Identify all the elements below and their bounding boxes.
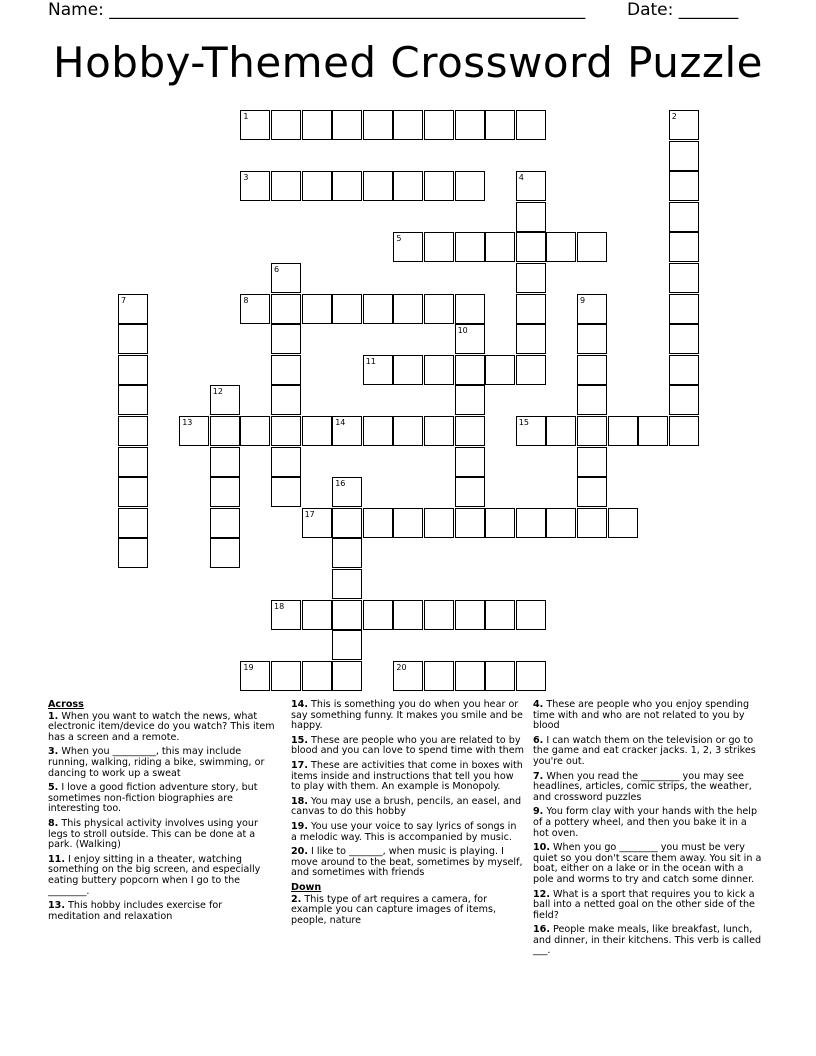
clue-number: 11	[365, 356, 376, 366]
crossword-cell[interactable]	[455, 110, 485, 140]
crossword-cell[interactable]	[332, 569, 362, 599]
across-clue	[48, 747, 276, 779]
crossword-cell[interactable]	[332, 661, 362, 691]
down-clue	[533, 807, 765, 839]
clue-number: 10	[457, 326, 468, 336]
crossword-cell[interactable]	[302, 110, 332, 140]
down-clue	[533, 772, 765, 804]
crossword-cell[interactable]	[271, 385, 301, 415]
crossword-cell[interactable]	[455, 232, 485, 262]
clue-number: 5	[396, 234, 402, 244]
clue-number: 8	[243, 295, 249, 305]
crossword-cell[interactable]	[669, 324, 699, 354]
crossword-cell[interactable]	[577, 385, 607, 415]
clue-number: 15.	[291, 734, 308, 746]
across-clue	[48, 783, 276, 815]
crossword-cell[interactable]	[485, 355, 515, 385]
clue-number: 10.	[533, 842, 550, 854]
crossword-cell[interactable]	[485, 661, 515, 691]
crossword-cell[interactable]	[424, 416, 454, 446]
crossword-cell[interactable]	[455, 477, 485, 507]
clue-number: 7.	[533, 770, 544, 782]
crossword-cell[interactable]	[118, 355, 148, 385]
clue-number: 3	[243, 173, 249, 183]
crossword-cell[interactable]	[240, 171, 270, 201]
crossword-cell[interactable]	[577, 294, 607, 324]
crossword-cell[interactable]	[455, 416, 485, 446]
clue-number: 19.	[291, 820, 308, 832]
clue-text: You form clay with your hands with the help of a pottery wheel, and then you bake it in a hot oven.	[533, 806, 758, 839]
crossword-cell[interactable]	[485, 232, 515, 262]
clue-text: I enjoy sitting in a theater, watching something on the big screen, and especially eating buttery popcorn when I go to the ________.	[48, 853, 261, 897]
crossword-cell[interactable]	[271, 600, 301, 630]
crossword-cell[interactable]	[271, 324, 301, 354]
clue-column-2	[291, 700, 525, 930]
crossword-cell[interactable]	[669, 110, 699, 140]
down-clue	[533, 700, 765, 732]
crossword-cell[interactable]	[424, 661, 454, 691]
crossword-cell[interactable]	[393, 600, 423, 630]
crossword-cell[interactable]	[363, 416, 393, 446]
crossword-cell[interactable]	[516, 324, 546, 354]
down-clue	[291, 895, 525, 927]
clue-column-1	[48, 700, 276, 926]
clue-number: 13	[182, 418, 193, 427]
crossword-cell[interactable]	[669, 294, 699, 324]
clue-text: This is something you do when you hear or say something funny. It makes you smile and be happy.	[291, 699, 523, 732]
crossword-cell[interactable]	[577, 508, 607, 538]
down-clue	[533, 736, 765, 768]
crossword-cell[interactable]	[210, 416, 240, 446]
clue-number: 20.	[291, 846, 308, 858]
clue-number: 11.	[48, 853, 65, 865]
crossword-cell[interactable]	[455, 600, 485, 630]
crossword-cell[interactable]	[118, 447, 148, 477]
crossword-cell[interactable]	[302, 294, 332, 324]
crossword-cell[interactable]	[455, 661, 485, 691]
date-line: Date: _______	[627, 0, 739, 20]
crossword-cell[interactable]	[516, 263, 546, 293]
crossword-cell[interactable]	[393, 232, 423, 262]
crossword-cell[interactable]	[332, 110, 362, 140]
crossword-cell[interactable]	[302, 600, 332, 630]
across-clue	[291, 822, 525, 843]
crossword-cell[interactable]	[240, 416, 270, 446]
crossword-cell[interactable]	[302, 171, 332, 201]
crossword-cell[interactable]	[577, 324, 607, 354]
clue-number: 12	[212, 387, 223, 397]
clue-number: 12.	[533, 888, 550, 900]
clue-number: 19	[243, 662, 254, 672]
crossword-cell[interactable]	[516, 661, 546, 691]
crossword-cell[interactable]	[363, 508, 393, 538]
crossword-cell[interactable]	[393, 508, 423, 538]
clue-number: 18	[274, 601, 285, 611]
crossword-cell[interactable]	[455, 294, 485, 324]
down-clue	[533, 925, 765, 957]
crossword-cell[interactable]	[577, 477, 607, 507]
clue-number: 16.	[533, 924, 550, 936]
crossword-cell[interactable]	[332, 538, 362, 568]
clue-text: People make meals, like breakfast, lunch, and dinner, in their kitchens. This verb is called ___.	[533, 924, 762, 957]
clue-number: 2.	[291, 893, 302, 905]
clue-number: 17.	[291, 759, 308, 771]
clue-text: When you _________, this may include running, walking, riding a bike, swimming, or dancing to work up a sweat	[48, 746, 265, 779]
crossword-cell[interactable]	[485, 600, 515, 630]
clue-number: 15	[518, 418, 529, 427]
clue-number: 9.	[533, 806, 544, 818]
crossword-cell[interactable]	[210, 447, 240, 477]
clue-text: These are people who you enjoy spending time with and who are not related to you by blood	[533, 699, 750, 732]
crossword-cell[interactable]	[332, 600, 362, 630]
across-clue	[291, 847, 525, 879]
crossword-cell[interactable]	[118, 294, 148, 324]
across-clue	[291, 797, 525, 818]
crossword-cell[interactable]	[271, 416, 301, 446]
clue-number: 18.	[291, 795, 308, 807]
crossword-cell[interactable]	[271, 110, 301, 140]
crossword-cell[interactable]	[669, 141, 699, 171]
crossword-cell[interactable]	[669, 232, 699, 262]
across-heading: Across	[48, 699, 84, 710]
down-clue	[533, 890, 765, 922]
across-clue-list	[48, 712, 276, 923]
clue-text: You use your voice to say lyrics of songs in a melodic way. This is accompanied by music.	[291, 820, 517, 843]
crossword-cell[interactable]	[669, 385, 699, 415]
crossword-cell[interactable]	[669, 355, 699, 385]
crossword-cell[interactable]	[608, 416, 638, 446]
crossword-cell[interactable]	[424, 600, 454, 630]
crossword-cell[interactable]	[485, 110, 515, 140]
crossword-cell[interactable]	[577, 232, 607, 262]
crossword-cell[interactable]	[393, 661, 423, 691]
across-clue	[291, 736, 525, 757]
crossword-cell[interactable]	[669, 263, 699, 293]
crossword-cell[interactable]	[118, 508, 148, 538]
clue-number: 14	[335, 418, 346, 427]
crossword-cell[interactable]	[516, 294, 546, 324]
clue-text: When you go ________ you must be very quiet so you don't scare them away. You sit in a boat, either on a lake or in the ocean with a pole and worms to try and catch some dinner.	[533, 842, 762, 885]
crossword-cell[interactable]	[424, 508, 454, 538]
crossword-cell[interactable]	[393, 416, 423, 446]
crossword-cell[interactable]	[485, 508, 515, 538]
crossword-cell[interactable]	[118, 324, 148, 354]
crossword-cell[interactable]	[516, 600, 546, 630]
crossword-cell[interactable]	[516, 171, 546, 201]
crossword-cell[interactable]	[546, 416, 576, 446]
crossword-cell[interactable]	[302, 416, 332, 446]
crossword-cell[interactable]	[393, 171, 423, 201]
crossword-cell[interactable]	[240, 110, 270, 140]
crossword-cell[interactable]	[271, 661, 301, 691]
crossword-cell[interactable]	[271, 477, 301, 507]
clue-number: 8.	[48, 817, 59, 829]
clue-number: 1.	[48, 710, 59, 722]
crossword-cell[interactable]	[577, 447, 607, 477]
name-line: Name: ________________________________________________________	[48, 0, 586, 20]
clue-text: This hobby includes exercise for meditation and relaxation	[48, 900, 223, 922]
crossword-cell[interactable]	[302, 661, 332, 691]
clue-number: 2	[671, 112, 677, 121]
crossword-cell[interactable]	[210, 538, 240, 568]
clue-number: 3.	[48, 746, 59, 758]
crossword-cell[interactable]	[271, 263, 301, 293]
crossword-cell[interactable]	[332, 477, 362, 507]
clue-number: 9	[580, 295, 586, 305]
crossword-cell[interactable]	[332, 416, 362, 446]
crossword-cell[interactable]	[210, 508, 240, 538]
clue-text: I like to _______, when music is playing. I move around to the beat, sometimes by myself, and sometimes with friends	[291, 846, 523, 879]
crossword-cell[interactable]	[455, 508, 485, 538]
clue-text: These are people who you are related to by blood and you can love to spend time with them	[291, 734, 524, 757]
crossword-cell[interactable]	[393, 294, 423, 324]
crossword-cell[interactable]	[393, 355, 423, 385]
clue-number: 4	[518, 173, 524, 183]
crossword-cell[interactable]	[546, 508, 576, 538]
crossword-cell[interactable]	[271, 355, 301, 385]
clue-number: 5.	[48, 782, 59, 794]
crossword-cell[interactable]	[455, 324, 485, 354]
clue-text: When you want to watch the news, what electronic item/device do you watch? This item has a screen and a remote.	[48, 710, 275, 743]
clue-text: You may use a brush, pencils, an easel, and canvas to do this hobby	[291, 795, 522, 818]
crossword-cell[interactable]	[669, 416, 699, 446]
clue-text: These are activities that come in boxes with items inside and instructions that tell you how to play with them. An example is Monopoly.	[291, 759, 523, 793]
clue-number: 4.	[533, 699, 544, 710]
crossword-cell[interactable]	[516, 202, 546, 232]
down-clue-list-cont	[533, 700, 765, 957]
crossword-cell[interactable]	[669, 202, 699, 232]
crossword-cell[interactable]	[118, 385, 148, 415]
crossword-cell[interactable]	[363, 355, 393, 385]
clue-number: 14.	[291, 699, 308, 710]
crossword-cell[interactable]	[179, 416, 209, 446]
page-title: Hobby-Themed Crossword Puzzle	[53, 38, 763, 87]
crossword-cell[interactable]	[332, 630, 362, 660]
clue-number: 6	[274, 265, 280, 274]
crossword-cell[interactable]	[424, 110, 454, 140]
crossword-cell[interactable]	[363, 110, 393, 140]
crossword-cell[interactable]	[118, 538, 148, 568]
crossword-cell[interactable]	[455, 355, 485, 385]
crossword-cell[interactable]	[577, 416, 607, 446]
across-clue	[291, 700, 525, 732]
down-clue	[533, 843, 765, 885]
crossword-cell[interactable]	[516, 416, 546, 446]
clue-number: 6.	[533, 734, 544, 746]
down-clue-list	[291, 895, 525, 927]
crossword-cell[interactable]	[271, 447, 301, 477]
crossword-cell[interactable]	[363, 294, 393, 324]
across-clue-list-cont	[291, 700, 525, 879]
crossword-cell[interactable]	[638, 416, 668, 446]
clue-text: This type of art requires a camera, for example you can capture images of items, people, nature	[291, 893, 497, 926]
crossword-cell[interactable]	[363, 600, 393, 630]
crossword-cell[interactable]	[393, 110, 423, 140]
crossword-cell[interactable]	[516, 110, 546, 140]
crossword-cell[interactable]	[424, 355, 454, 385]
clue-column-3	[533, 700, 765, 961]
clue-number: 17	[304, 509, 315, 519]
down-heading: Down	[291, 881, 322, 893]
crossword-cell[interactable]	[240, 294, 270, 324]
clue-number: 16	[335, 479, 346, 489]
crossword-cell[interactable]	[669, 171, 699, 201]
clue-text: I can watch them on the television or go to the game and eat cracker jacks. 1, 2, 3 strikes you're out.	[533, 734, 756, 767]
across-clue	[291, 761, 525, 793]
crossword-cell[interactable]	[577, 355, 607, 385]
crossword-cell[interactable]	[516, 508, 546, 538]
across-clue	[48, 712, 276, 744]
crossword-cell[interactable]	[455, 447, 485, 477]
clue-number: 7	[121, 295, 127, 305]
clue-text: When you read the ________ you may see headlines, articles, comic strips, the weather, and crossword puzzles	[533, 770, 752, 803]
clue-number: 20	[396, 662, 407, 672]
clue-text: This physical activity involves using your legs to stroll outside. This can be done at a park. (Walking)	[48, 817, 258, 851]
crossword-cell[interactable]	[210, 477, 240, 507]
crossword-cell[interactable]	[240, 661, 270, 691]
clue-number: 13.	[48, 900, 65, 912]
clue-text: What is a sport that requires you to kick a ball into a netted goal on the other side of the field?	[533, 888, 755, 921]
crossword-cell[interactable]	[455, 171, 485, 201]
crossword-cell[interactable]	[455, 385, 485, 415]
crossword-cell[interactable]	[424, 171, 454, 201]
crossword-cell[interactable]	[516, 355, 546, 385]
crossword-cell[interactable]	[332, 171, 362, 201]
crossword-cell[interactable]	[546, 232, 576, 262]
crossword-cell[interactable]	[302, 508, 332, 538]
clue-number: 1	[243, 112, 249, 121]
crossword-cell[interactable]	[271, 294, 301, 324]
crossword-cell[interactable]	[210, 385, 240, 415]
crossword-cell[interactable]	[332, 294, 362, 324]
crossword-cell[interactable]	[424, 294, 454, 324]
crossword-cell[interactable]	[271, 171, 301, 201]
crossword-cell[interactable]	[118, 477, 148, 507]
crossword-cell[interactable]	[608, 508, 638, 538]
crossword-cell[interactable]	[363, 171, 393, 201]
across-clue	[48, 901, 276, 922]
crossword-cell[interactable]	[118, 416, 148, 446]
clue-text: I love a good fiction adventure story, but sometimes non-fiction biographies are interesting too.	[48, 782, 258, 815]
crossword-cell[interactable]	[516, 232, 546, 262]
across-clue	[48, 819, 276, 851]
crossword-cell[interactable]	[424, 232, 454, 262]
across-clue	[48, 855, 276, 897]
crossword-cell[interactable]	[332, 508, 362, 538]
